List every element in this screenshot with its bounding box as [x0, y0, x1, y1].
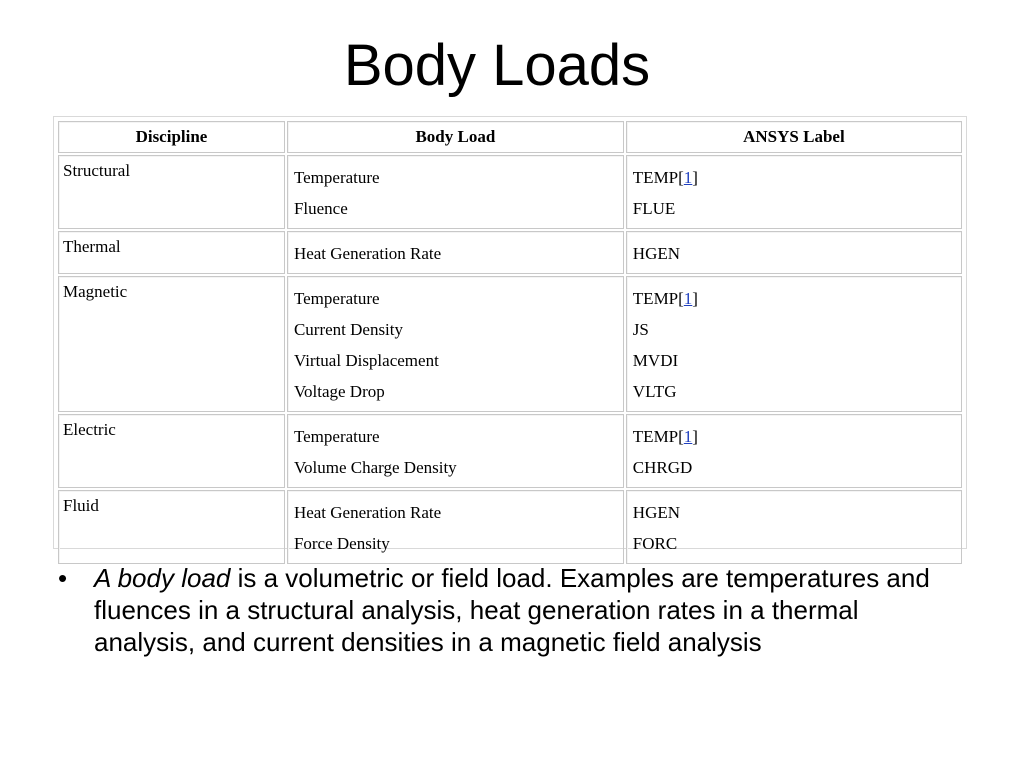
body-load-item: Voltage Drop [293, 382, 385, 401]
bullet-list [58, 562, 958, 658]
body-loads-table [56, 119, 964, 566]
ansys-label-item [633, 421, 955, 452]
body-load-item: Virtual Displacement [293, 351, 439, 370]
ansys-label-text: HGEN [632, 244, 681, 263]
ansys-label-item [633, 162, 955, 193]
footnote-ref-link[interactable]: 1 [683, 168, 693, 187]
body-load-item: Temperature [293, 289, 380, 308]
ansys-label-item [633, 314, 955, 345]
body-load-cell [287, 276, 624, 412]
ansys-label-item [633, 497, 955, 528]
ansys-label-text: FLUE [632, 199, 676, 218]
discipline-cell: Magnetic [58, 276, 285, 412]
ansys-label-cell [626, 414, 962, 488]
ansys-label-item [633, 345, 955, 376]
ansys-label-item [633, 193, 955, 224]
ansys-label-item [633, 376, 955, 407]
header-body-load: Body Load [287, 121, 624, 153]
body-load-cell [287, 490, 624, 564]
header-ansys-label: ANSYS Label [626, 121, 962, 153]
body-load-item: Force Density [293, 534, 390, 553]
ansys-label-text: FORC [632, 534, 678, 553]
ansys-label-text: TEMP[ [632, 427, 684, 446]
bullet-marker: • [58, 563, 68, 593]
ansys-label-cell [626, 276, 962, 412]
slide-title: Body Loads [343, 33, 651, 98]
bullet-emphasis: A body load [94, 563, 231, 593]
bullet-item [58, 562, 958, 658]
body-load-cell [287, 155, 624, 229]
body-loads-table-frame [53, 116, 967, 553]
ansys-label-item [633, 283, 955, 314]
body-load-cell [287, 231, 624, 274]
ansys-label-text: HGEN [632, 503, 681, 522]
discipline-cell: Fluid [58, 490, 285, 564]
footnote-ref-link[interactable]: 1 [683, 427, 693, 446]
ansys-label-text: CHRGD [632, 458, 693, 477]
footnote-ref-link[interactable]: 1 [683, 289, 693, 308]
table-row [58, 414, 962, 488]
ansys-label-bracket: ] [692, 427, 698, 446]
header-discipline: Discipline [58, 121, 285, 153]
body-load-item: Temperature [293, 427, 380, 446]
ansys-label-text: TEMP[ [632, 289, 684, 308]
ansys-label-text: JS [632, 320, 649, 339]
body-load-item: Temperature [293, 168, 380, 187]
body-load-item: Fluence [293, 199, 348, 218]
table-row [58, 490, 962, 564]
ansys-label-text: TEMP[ [632, 168, 684, 187]
body-load-item: Heat Generation Rate [293, 503, 442, 522]
ansys-label-text: VLTG [632, 382, 677, 401]
ansys-label-cell [626, 231, 962, 274]
ansys-label-cell [626, 490, 962, 564]
body-load-item: Heat Generation Rate [293, 244, 442, 263]
ansys-label-bracket: ] [692, 289, 698, 308]
table-row [58, 276, 962, 412]
ansys-label-bracket: ] [692, 168, 698, 187]
ansys-label-text: MVDI [632, 351, 679, 370]
body-load-cell [287, 414, 624, 488]
ansys-label-item [633, 238, 955, 269]
table-row [58, 231, 962, 274]
table-body [58, 155, 962, 564]
body-load-item: Volume Charge Density [293, 458, 457, 477]
discipline-cell: Electric [58, 414, 285, 488]
ansys-label-item [633, 528, 955, 559]
discipline-cell: Structural [58, 155, 285, 229]
bullet-text: is a volumetric or field load. Examples are temperatures and fluences in a structural analysis, heat generation rates in a thermal analysis, and current densities in a magnetic field analysis [94, 563, 930, 657]
table-row [58, 155, 962, 229]
ansys-label-item [633, 452, 955, 483]
discipline-cell: Thermal [58, 231, 285, 274]
ansys-label-cell [626, 155, 962, 229]
table-header-row [58, 121, 962, 153]
body-load-item: Current Density [293, 320, 404, 339]
